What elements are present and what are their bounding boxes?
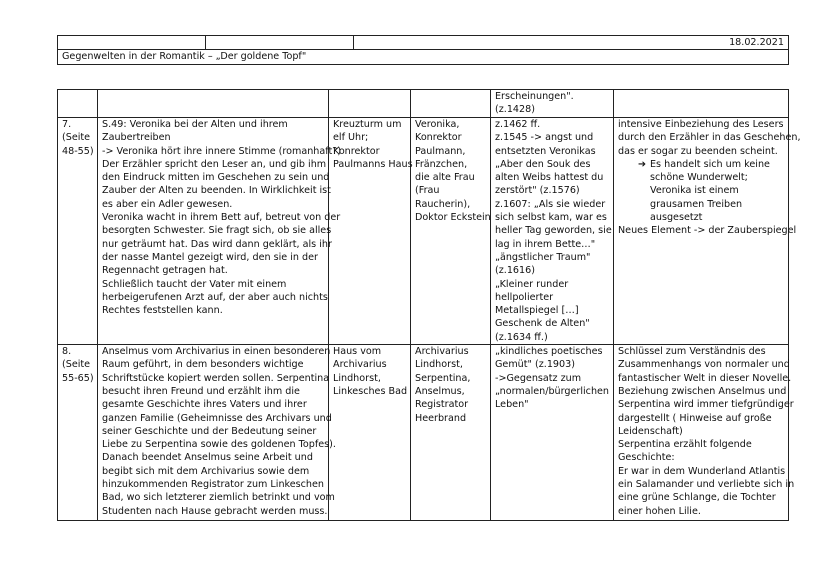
- characters-cell: [411, 118, 491, 345]
- place-line: Lindhorst,: [333, 372, 381, 384]
- quote-line: zerstört" (z.1576): [495, 185, 580, 197]
- character-line: Doktor Eckstein: [415, 212, 491, 224]
- summary-line: Regennacht getragen hat.: [102, 265, 228, 277]
- quote-line: „ängstlicher Traum": [495, 251, 591, 263]
- table-row-continued: [58, 90, 789, 118]
- note-line: dargestellt ( Hinweise auf große: [618, 412, 772, 424]
- places-cell: [329, 118, 411, 345]
- summary-line: Anselmus vom Archivarius in einen besonderen: [102, 346, 331, 358]
- chapter-cell: [58, 90, 98, 118]
- quote-line: „Kleiner runder: [495, 278, 569, 290]
- chapter-table: [57, 89, 801, 521]
- summary-line: -> Veronika hört ihre innere Stimme (romanhaft?): [102, 145, 342, 157]
- chapter-pages: (Seite: [62, 132, 91, 144]
- quote-line: heller Tag geworden, sie: [495, 225, 612, 237]
- place-line: Haus vom: [333, 346, 382, 358]
- quote-line: „normalen/bürgerlichen: [495, 385, 610, 397]
- notes-cell: [614, 345, 795, 521]
- summary-line: S.49: Veronika bei der Alten und ihrem: [102, 119, 288, 130]
- summary-line: Zaubertreiben: [102, 132, 171, 144]
- note-line: ein Salamander und verliebte sich in: [618, 479, 795, 491]
- header-row-2: [58, 50, 789, 64]
- character-line: Lindhorst,: [415, 359, 463, 371]
- character-line: Konrektor: [415, 132, 462, 144]
- quote-line: „kindliches poetisches: [495, 346, 603, 358]
- quote-line: z.1545 -> angst und: [495, 132, 594, 144]
- chapter-pages: 48-55): [62, 145, 94, 157]
- characters-cell: [411, 90, 491, 118]
- summary-line: den Eindruck mitten im Geschehen zu sein und: [102, 172, 330, 184]
- right-arrow-icon: ➔: [638, 158, 647, 170]
- place-line: Linkesches Bad: [333, 385, 408, 397]
- quotes-cell: [491, 90, 614, 118]
- note-line: intensive Einbeziehung des Lesers: [618, 119, 784, 130]
- quote-line: alten Weibs hattest du: [495, 172, 604, 184]
- quote-line: (z.1428): [495, 104, 535, 116]
- header-empty-cell-2: [206, 36, 354, 50]
- character-line: Fränzchen,: [415, 158, 468, 170]
- summary-line: es aber ein Adler gewesen.: [102, 198, 233, 210]
- document-subtitle: Gegenwelten in der Romantik – „Der goldene Topf": [62, 51, 307, 63]
- place-line: elf Uhr;: [333, 132, 369, 144]
- note-line: Beziehung zwischen Anselmus und: [618, 385, 787, 397]
- summary-cell: [98, 345, 336, 521]
- note-line: einer hohen Lilie.: [618, 505, 701, 517]
- summary-line: Raum geführt, in dem besonders wichtige: [102, 359, 304, 371]
- quote-line: z.1462 ff.: [495, 119, 541, 130]
- place-line: Konrektor: [333, 145, 380, 157]
- summary-line: herbeigerufenen Arzt auf, der aber auch nichts: [102, 291, 328, 303]
- summary-line: Danach beendet Anselmus seine Arbeit und: [102, 452, 313, 464]
- characters-cell: [411, 345, 491, 521]
- character-line: die alte Frau: [415, 172, 475, 184]
- note-line: Leidenschaft): [618, 425, 683, 437]
- places-cell: [329, 345, 411, 521]
- summary-line: besorgten Schwester. Sie fragt sich, ob sie alles: [102, 225, 332, 237]
- character-line: Heerbrand: [415, 412, 467, 424]
- summary-line: Schließlich taucht der Vater mit einem: [102, 278, 287, 290]
- chapter-number: 8.: [62, 346, 72, 358]
- summary-line: hinzukommenden Registrator zum Linkeschen: [102, 479, 324, 491]
- quote-line: Leben": [495, 399, 529, 411]
- summary-cell: [98, 90, 329, 118]
- note-line: Serpentina wird immer tiefgründiger: [618, 399, 794, 411]
- chapter-pages: (Seite: [62, 359, 91, 371]
- summary-line: Bad, wo sich letzterer ziemlich betrinkt und vom: [102, 492, 335, 504]
- note-line: Schlüssel zum Verständnis des: [618, 346, 766, 358]
- quote-line: z.1607: „Als sie wieder: [495, 198, 606, 210]
- character-line: Registrator: [415, 399, 469, 411]
- note-line: Geschichte:: [618, 452, 675, 464]
- notes-cell: [614, 90, 789, 118]
- arrow-bullet-item: [618, 158, 784, 224]
- chapter-number: 7.: [62, 119, 72, 130]
- note-line: das er sogar zu beenden scheint.: [618, 145, 778, 157]
- note-line: fantastischer Welt in dieser Novelle.: [618, 372, 792, 384]
- quote-line: sich selbst kam, war es: [495, 212, 607, 224]
- quotes-cell: [491, 118, 614, 345]
- summary-line: Zauber der Alten zu beenden. In Wirklichkeit ist: [102, 185, 331, 197]
- quote-line: hellpolierter: [495, 291, 554, 303]
- note-line: Neues Element -> der Zauberspiegel: [618, 225, 797, 237]
- summary-line: besucht ihren Freund und erzählt ihm die: [102, 385, 300, 397]
- chapter-pages: 55-65): [62, 372, 94, 384]
- quote-line: Metallspiegel […]: [495, 305, 579, 317]
- note-line: Es handelt sich um keine: [650, 158, 770, 170]
- quote-line: entsetzten Veronikas: [495, 145, 596, 157]
- summary-line: ganzen Familie (Geheimnisse des Archivars und: [102, 412, 332, 424]
- places-cell: [329, 90, 411, 118]
- note-line: Veronika ist einem: [650, 185, 739, 197]
- header-table: [57, 35, 789, 65]
- quote-line: lag in ihrem Bette…": [495, 238, 596, 250]
- summary-line: Veronika wacht in ihrem Bett auf, betreut von der: [102, 212, 341, 224]
- note-line: schöne Wunderwelt;: [650, 172, 748, 184]
- character-line: Archivarius: [415, 346, 469, 358]
- place-line: Archivarius: [333, 359, 387, 371]
- quote-line: „Aber den Souk des: [495, 158, 591, 170]
- character-line: Paulmann,: [415, 145, 466, 157]
- quote-line: Erscheinungen".: [495, 91, 574, 102]
- place-line: Kreuzturm um: [333, 119, 402, 130]
- subtitle-cell: [58, 50, 789, 64]
- quotes-cell: [491, 345, 614, 521]
- quote-line: (z.1616): [495, 265, 535, 277]
- note-line: Zusammenhangs von normaler und: [618, 359, 790, 371]
- character-line: (Frau: [415, 185, 440, 197]
- character-line: Anselmus,: [415, 385, 465, 397]
- table-row-chapter-7: [58, 118, 789, 345]
- table-row-chapter-8: [58, 345, 789, 521]
- character-line: Raucherin),: [415, 198, 471, 210]
- note-line: durch den Erzähler in das Geschehen,: [618, 132, 801, 144]
- notes-cell: [614, 118, 801, 345]
- note-line: eine grüne Schlange, die Tochter: [618, 492, 776, 504]
- header-row-1: [58, 36, 789, 50]
- summary-line: Schriftstücke kopiert werden sollen. Serpentina: [102, 372, 330, 384]
- summary-line: gesamte Geschichte ihres Vaters und ihrer: [102, 399, 307, 411]
- summary-line: Rechtes feststellen kann.: [102, 305, 223, 317]
- quote-line: (z.1634 ff.): [495, 331, 548, 343]
- summary-line: der nasse Mantel gezeigt wird, den sie in der: [102, 251, 318, 263]
- date-cell: [354, 36, 789, 50]
- chapter-cell: [58, 345, 98, 521]
- summary-line: Der Erzähler spricht den Leser an, und gib ihm: [102, 158, 327, 170]
- place-line: Paulmanns Haus: [333, 158, 413, 170]
- summary-line: begibt sich mit dem Archivarius sowie dem: [102, 465, 310, 477]
- summary-line: Liebe zu Serpentina sowie des goldenen Topfes).: [102, 439, 336, 451]
- date-text: 18.02.2021: [729, 37, 784, 48]
- chapter-cell: [58, 118, 98, 345]
- quote-line: Gemüt" (z.1903): [495, 359, 575, 371]
- note-line: Er war in dem Wunderland Atlantis: [618, 465, 786, 477]
- character-line: Serpentina,: [415, 372, 471, 384]
- quote-line: Geschenk de Alten": [495, 318, 590, 330]
- summary-line: seiner Geschichte und der Bedeutung seiner: [102, 425, 317, 437]
- summary-cell: [98, 118, 342, 345]
- quote-line: ->Gegensatz zum: [495, 372, 582, 384]
- note-line: grausamen Treiben: [650, 198, 743, 210]
- header-empty-cell-1: [58, 36, 206, 50]
- character-line: Veronika,: [415, 119, 460, 130]
- note-line: Serpentina erzählt folgende: [618, 439, 752, 451]
- summary-line: nur geträumt hat. Das wird dann geklärt, als ihr: [102, 238, 332, 250]
- summary-line: Studenten nach Hause gebracht werden muss.: [102, 505, 328, 517]
- note-line: ausgesetzt: [650, 212, 703, 224]
